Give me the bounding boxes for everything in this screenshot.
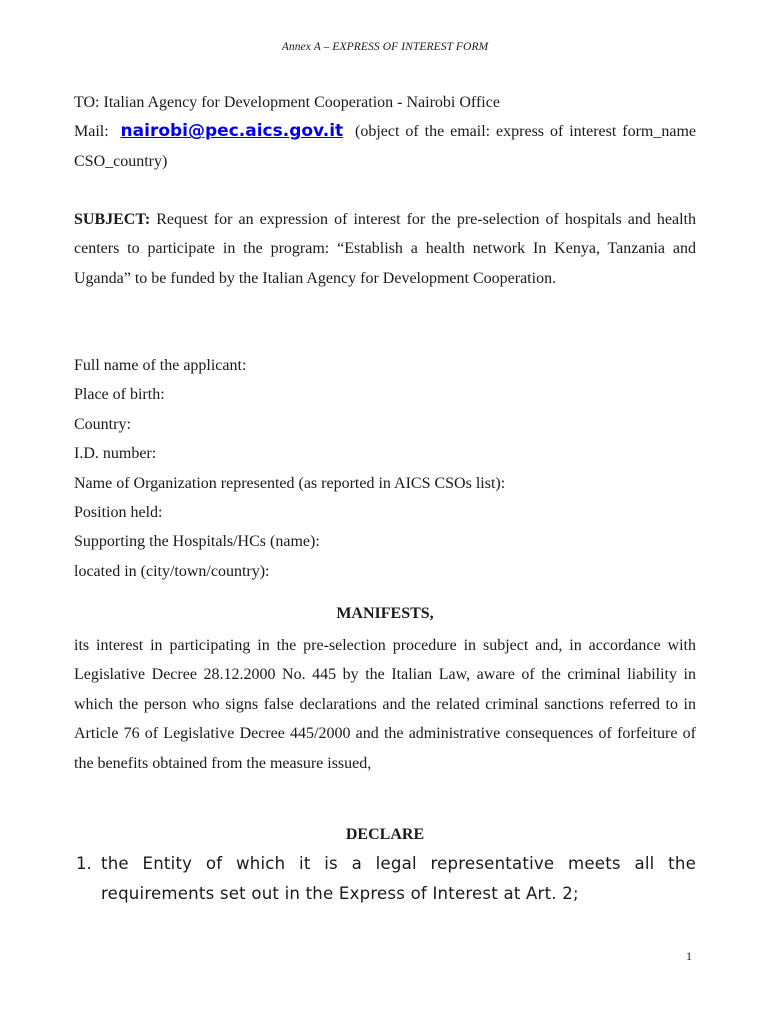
page-header: Annex A – EXPRESS OF INTEREST FORM <box>281 41 489 53</box>
page-number: 1 <box>686 949 692 963</box>
subject-text: Request for an expression of interest for the pre-selection of hospitals and health centers to participate in the program: “Establish a health network In Kenya, Tanzania and Uganda” to be funded by the Italian Agency for Development Cooperation. <box>74 211 697 287</box>
email-note: (object of the email: express of interest form_name CSO_country) <box>74 123 697 170</box>
manifests-paragraph: its interest in participating in the pre-selection procedure in subject and, in accordance with Legislative Decree 28.12.2000 No. 445 by the Italian Law, aware of the criminal liability in which the person who signs false declarations and the related criminal sanctions referred to in Article 76 of Legislative Decree 445/2000 and the administrative consequences of forfeiture of the benefits obtained from the measure issued, <box>74 637 696 772</box>
mail-line <box>74 117 696 176</box>
declare-item <box>76 849 696 909</box>
field-country: Country: <box>74 415 131 433</box>
applicant-fields <box>74 351 696 586</box>
subject-label: SUBJECT: <box>74 211 151 228</box>
field-position: Position held: <box>74 504 163 522</box>
declare-heading: DECLARE <box>345 826 425 843</box>
address-block <box>74 88 696 176</box>
field-location: located in (city/town/country): <box>74 562 270 580</box>
email-link[interactable]: nairobi@pec.aics.gov.it <box>120 121 344 142</box>
field-id-number: I.D. number: <box>74 445 157 463</box>
manifests-heading: MANIFESTS, <box>336 605 434 622</box>
field-full-name: Full name of the applicant: <box>74 357 247 374</box>
recipient-line: TO: Italian Agency for Development Cooperation - Nairobi Office <box>74 94 500 111</box>
mail-label: Mail: <box>74 123 109 141</box>
declare-list <box>76 849 696 909</box>
subject-paragraph <box>74 205 696 293</box>
field-place-of-birth: Place of birth: <box>74 386 165 404</box>
field-organization: Name of Organization represented (as reported in AICS CSOs list): <box>74 474 506 492</box>
declare-item-number: 1. <box>76 854 92 873</box>
declare-item-text: the Entity of which it is a legal representative meets all the requirements set out in the Express of Interest at Art. 2; <box>101 854 696 903</box>
field-supporting-hospitals: Supporting the Hospitals/HCs (name): <box>74 533 320 551</box>
